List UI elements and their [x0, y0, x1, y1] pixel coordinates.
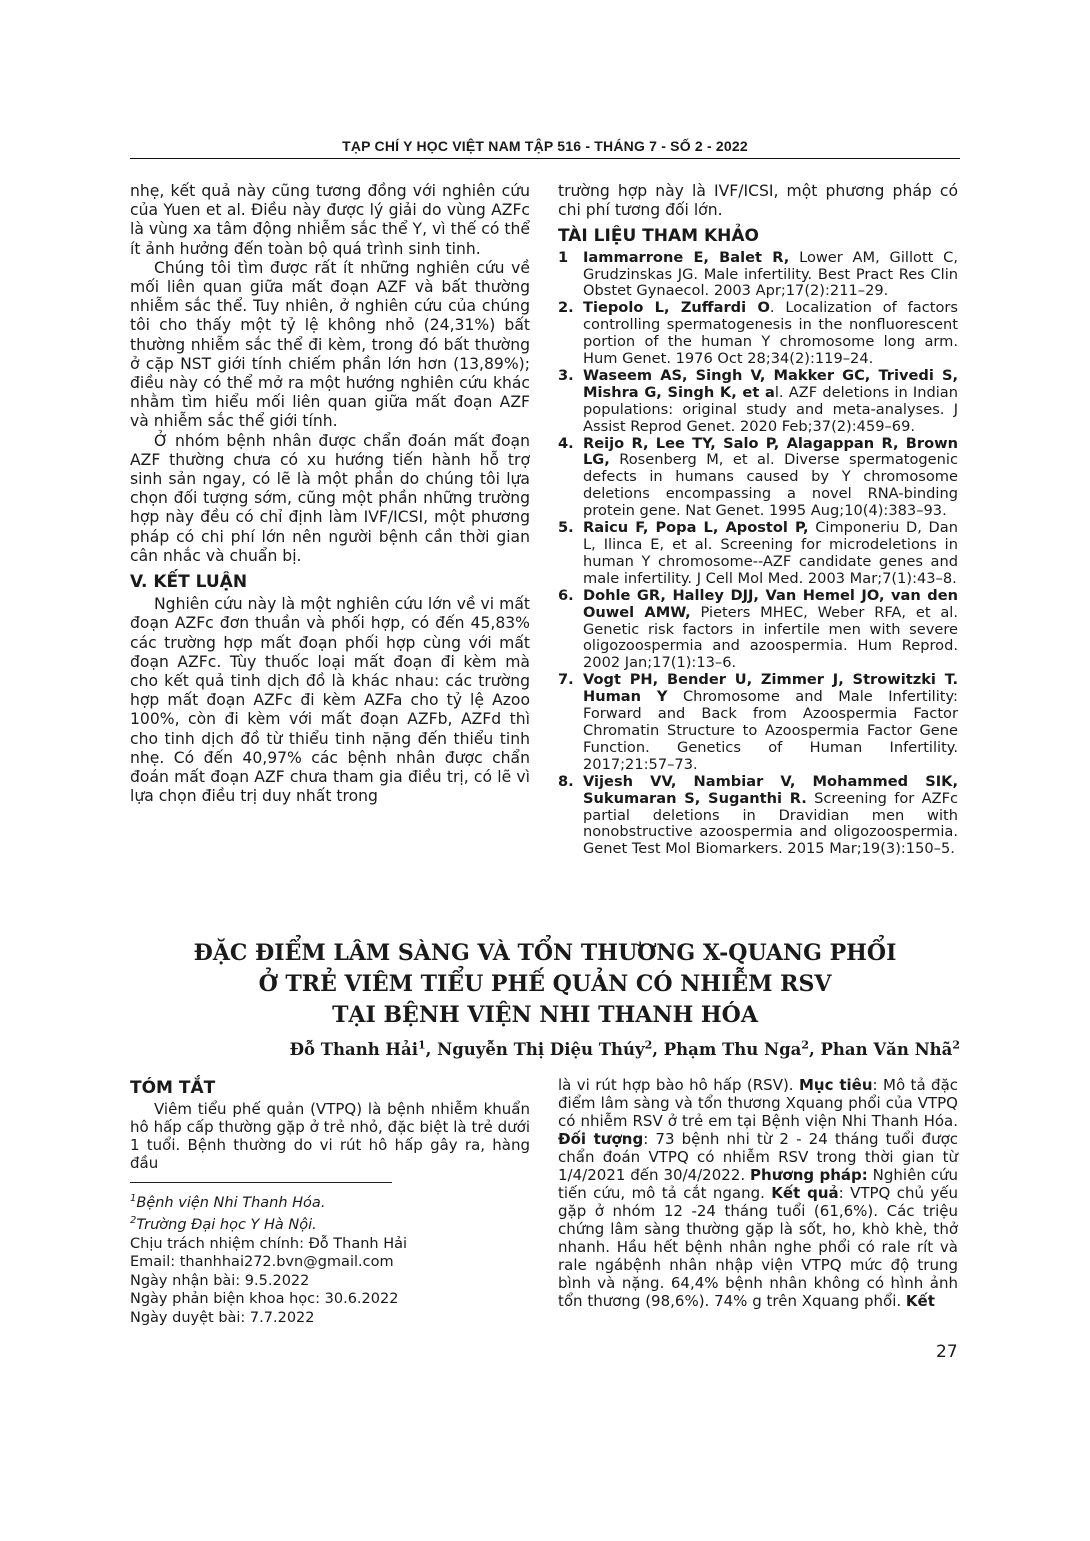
- aff-sup: 2: [130, 1215, 137, 1227]
- reference-number: 4.: [558, 434, 574, 452]
- article-title: [130, 938, 960, 1031]
- reference-item: [558, 250, 958, 301]
- footnote-rule: [130, 1182, 392, 1183]
- reference-number: 7.: [558, 671, 574, 689]
- abstract-left: [130, 1100, 530, 1172]
- abstract-text: : VTPQ chủ yếu gặp ở nhóm 12 -24 tháng tuổi (61,6%). Các triệu chứng lâm sàng thường gặp là sốt, ho, khò khè, thở nhanh. Hầu hết bệnh nhân nghe phổi có rale rít và rale ngábệnh nhân nhập viện VTPQ mức độ trung bình và nặng. 64,4% bệnh nhân không có hình ảnh tổn thương (98,6%). 74% g trên Xquang phổi.: [558, 1184, 958, 1310]
- reference-text: Lower AM, Gillott C, Grudzinskas JG. Male infertility. Best Pract Res Clin Obstet Gynaecol. 2003 Apr;17(2):211–29.: [583, 248, 958, 300]
- abstract-text: Nghiên cứu tiến cứu, mô tả cắt ngang.: [558, 1166, 959, 1202]
- corresponding-author: Chịu trách nhiệm chính: Đỗ Thanh Hải: [130, 1235, 408, 1252]
- author-affiliation-mark: 2: [952, 1038, 960, 1051]
- abstract-keyword: Phương pháp:: [750, 1166, 868, 1184]
- reference-authors: Iammarrone E, Balet R,: [583, 248, 790, 266]
- reference-authors: Vijesh VV, Nambiar V, Mohammed SIK, Sukumaran S, Suganthi R.: [583, 772, 958, 807]
- title-line: Ở TRẺ VIÊM TIỂU PHẾ QUẢN CÓ NHIỄM RSV: [258, 971, 832, 997]
- footnotes: [130, 1190, 530, 1327]
- abstract-keyword: Kết: [905, 1292, 935, 1310]
- reference-number: 5.: [558, 519, 574, 537]
- abstract-paragraph: Viêm tiểu phế quản (VTPQ) là bệnh nhiễm khuẩn hô hấp cấp thường gặp ở trẻ nhỏ, đặc biệt là trẻ dưới 1 tuổi. Bệnh thường do vi rút hô hấp gây ra, hàng đầu: [130, 1100, 530, 1172]
- aff-text: Trường Đại học Y Hà Nội.: [136, 1217, 317, 1234]
- abstract-text: : 73 bệnh nhi từ 2 - 24 tháng tuổi được chẩn đoán VTPQ có nhiễm RSV trong thời gian từ 1/4/2021 đến 30/4/2022.: [558, 1130, 959, 1184]
- date-received: Ngày nhận bài: 9.5.2022: [130, 1272, 310, 1289]
- email: Email: thanhhai272.bvn@gmail.com: [130, 1254, 394, 1271]
- reference-authors: Dohle GR, Halley DJJ, Van Hemel JO, van den Ouwel AMW,: [583, 586, 958, 621]
- reference-authors: Raicu F, Popa L, Apostol P,: [583, 519, 809, 537]
- author: Phạm Thu Nga$^2$: [663, 1038, 809, 1059]
- author-affiliation-mark: 2: [801, 1038, 809, 1051]
- reference-text: Chromosome and Male Infertility: Forward and Back from Azoospermia Factor Chromatin Structure to Azoospermia Factor Gene Function. Genetics of Human Infertility. 2017;21:57–73.: [583, 688, 958, 773]
- reference-number: 6.: [558, 586, 574, 604]
- header-rule: [130, 158, 960, 159]
- reference-number: 1: [558, 248, 569, 266]
- author: Nguyễn Thị Diệu Thúy$^2$: [437, 1038, 653, 1059]
- date-accepted: Ngày duyệt bài: 7.7.2022: [130, 1309, 315, 1326]
- reference-authors: Vogt PH, Bender U, Zimmer J, Strowitzki T. Human Y: [583, 671, 958, 706]
- reference-item: [558, 520, 958, 588]
- author: Đỗ Thanh Hải$^1$: [289, 1038, 426, 1059]
- references-list: [558, 250, 958, 859]
- reference-number: 2.: [558, 299, 574, 317]
- left-column: [130, 182, 530, 807]
- reference-item: [558, 436, 958, 521]
- reference-authors: Waseem AS, Singh V, Makker GC, Trivedi S, Mishra G, Singh K, et a: [583, 366, 958, 401]
- reference-item: [558, 588, 958, 673]
- author-affiliation-mark: 2: [644, 1038, 653, 1051]
- reference-item: [558, 774, 958, 859]
- author-list: Đỗ Thanh Hải$^1$, Nguyễn Thị Diệu Thúy$^2$, Phạm Thu Nga$^2$, Phan Văn Nhã$^2$: [289, 1038, 960, 1059]
- reference-text: l. AZF deletions in Indian populations: original study and meta-analyses. J Assist Reprod Genet. 2020 Feb;37(2):459–69.: [583, 383, 959, 435]
- title-line: ĐẶC ĐIỂM LÂM SÀNG VÀ TỔN THƯƠNG X-QUANG PHỔI: [193, 940, 897, 966]
- conclusion-paragraph: Nghiên cứu này là một nghiên cứu lớn về vi mất đoạn AZFc đơn thuần và phối hợp, có đến 45,83% các trường hợp mất đoạn phối hợp cùng với mất đoạn AZFc. Tùy thuốc loại mất đoạn đi kèm mà cho kết quả tinh dịch đồ là khác nhau: các trường hợp mất đoạn AZFc đi kèm AZFa cho tỷ lệ Azoo 100%, còn đi kèm với mất đoạn AZFb, AZFd thì cho tinh dịch đồ từ thiểu tinh nặng đến thiểu tinh nhẹ. Có đến 40,97% các bệnh nhân được chẩn đoán mất đoạn AZF chưa tham gia điều trị, có lẽ vì lựa chọn điều trị duy nhất trong: [130, 595, 530, 806]
- reference-authors: Tiepolo L, Zuffardi O: [583, 299, 770, 317]
- right-column: [558, 182, 958, 858]
- paragraph: Chúng tôi tìm được rất ít những nghiên cứu về mối liên quan giữa mất đoạn AZF và bất thường nhiễm sắc thể. Tuy nhiên, ở nghiên cứu của chúng tôi cho thấy một tỷ lệ không nhỏ (24,31%) bất thường nhiễm sắc thể đi kèm, trong đó bất thường ở cặp NST giới tính chiếm phần lớn hơn (13,89%); điều này có thể mở ra một hướng nghiên cứu khác nhằm tìm hiểu mối liên quan giữa mất đoạn AZF và nhiễm sắc thể giới tính.: [130, 258, 530, 431]
- abstract-heading: TÓM TẮT: [130, 1078, 216, 1098]
- abstract-keyword: Kết quả: [771, 1184, 839, 1202]
- conclusion-heading: V. KẾT LUẬN: [130, 572, 248, 593]
- abstract-keyword: Mục tiêu: [799, 1076, 873, 1094]
- reference-item: [558, 672, 958, 773]
- affiliation-1: [130, 1190, 530, 1212]
- abstract-right: [558, 1076, 958, 1310]
- reference-text: Pieters MHEC, Weber RFA, et al. Genetic risk factors in infertile men with severe oligozoospermia and azoospermia. Hum Reprod. 2002 Jan;17(1):13–6.: [583, 603, 959, 672]
- reference-number: 3.: [558, 366, 574, 384]
- affiliation-2: [130, 1212, 530, 1234]
- reference-text: Screening for AZFc partial deletions in Dravidian men with nonobstructive azoospermia and oligozoospermia. Genet Test Mol Biomarkers. 2015 Mar;19(3):150–5.: [583, 789, 958, 858]
- reference-text: Rosenberg M, et al. Diverse spermatogenic defects in humans caused by Y chromosome deletions encompassing a novel RNA-binding protein gene. Nat Genet. 1995 Aug;10(4):383–93.: [583, 451, 958, 520]
- paragraph: Ở nhóm bệnh nhân được chẩn đoán mất đoạn AZF thường chưa có xu hướng tiến hành hỗ trợ sinh sản ngay, có lẽ là một phần do chúng tôi lựa chọn đối tượng sớm, cũng một phần những trường hợp này đều có chỉ định làm IVF/ICSI, một phương pháp có chi phí lớn nên người bệnh cần thời gian cân nhắc và chuẩn bị.: [130, 431, 530, 565]
- date-reviewed: Ngày phản biện khoa học: 30.6.2022: [130, 1291, 399, 1308]
- abstract-text: : Mô tả đặc điểm lâm sàng và tổn thương Xquang phổi của VTPQ có nhiễm RSV ở trẻ em tại Bệnh viện Nhi Thanh Hóa.: [558, 1076, 959, 1130]
- author-affiliation-mark: 1: [418, 1038, 426, 1051]
- aff-sup: 1: [130, 1193, 137, 1204]
- reference-text: Cimponeriu D, Dan L, Ilinca E, et al. Screening for microdeletions in human Y chromosome--AZF candidate genes and male infertility. J Cell Mol Med. 2003 Mar;7(1):43–8.: [583, 519, 958, 587]
- abstract-paragraph-continued: [558, 1076, 958, 1310]
- page-number: 27: [936, 1342, 958, 1362]
- reference-item: [558, 300, 958, 368]
- abstract-text: là vi rút hợp bào hô hấp (RSV).: [558, 1076, 799, 1094]
- abstract-keyword: Đối tượng: [558, 1130, 644, 1148]
- references-heading: TÀI LIỆU THAM KHẢO: [558, 226, 759, 247]
- reference-text: . Localization of factors controlling spermatogenesis in the nonfluorescent portion of the human Y chromosome long arm. Hum Genet. 1976 Oct 28;34(2):119–24.: [583, 299, 958, 368]
- reference-number: 8.: [558, 772, 574, 790]
- paragraph-continued: trường hợp này là IVF/ICSI, một phương pháp có chi phí tương đối lớn.: [558, 182, 958, 220]
- aff-text: Bệnh viện Nhi Thanh Hóa.: [136, 1194, 326, 1211]
- reference-item: [558, 368, 958, 436]
- author: Phan Văn Nhã$^2$: [820, 1038, 960, 1059]
- reference-authors: Reijo R, Lee TY, Salo P, Alagappan R, Brown LG,: [583, 434, 958, 469]
- title-line: TẠI BỆNH VIỆN NHI THANH HÓA: [332, 1002, 758, 1028]
- paragraph-continued: nhẹ, kết quả này cũng tương đồng với nghiên cứu của Yuen et al. Điều này được lý giải do vùng AZFc là vùng xa tâm động nhiễm sắc thể Y, vì thế có thể ít ảnh hưởng đến toàn bộ quá trình sinh tinh.: [130, 182, 530, 258]
- journal-header: TẠP CHÍ Y HỌC VIỆT NAM TẬP 516 - THÁNG 7 - SỐ 2 - 2022: [342, 138, 748, 154]
